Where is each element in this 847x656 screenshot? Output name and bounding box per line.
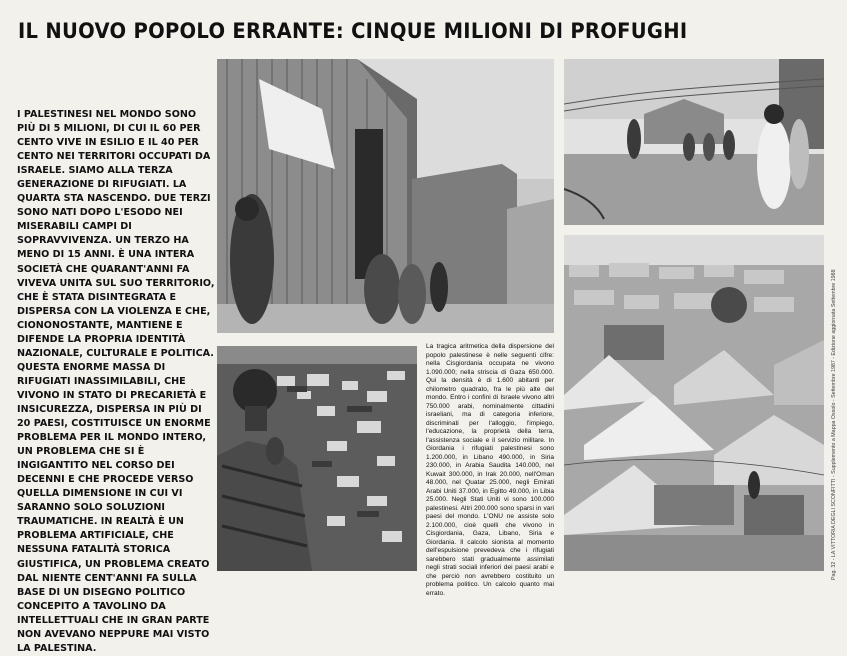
- photo-young-man-camp: [217, 346, 417, 571]
- photo-refugee-barracks: [217, 59, 554, 333]
- photo-children-camp: [564, 59, 824, 225]
- photo-tent-camp: [564, 235, 824, 571]
- side-credit: Pag. 32 - LA VITTORIA DEGLI SCONFITTI - Supplemento a Mappa Ossolo - Settembre 1987 - Edizione aggiornata Settembre 1988: [831, 269, 837, 580]
- page-title: IL NUOVO POPOLO ERRANTE: CINQUE MILIONI DI PROFUGHI: [18, 19, 688, 43]
- photo-caption: La tragica aritmetica della dispersione del popolo palestinese è nelle seguenti cifre: nella Cisgiordania occupata ne vivono 1.090.000; nella striscia di Gaza 650.000. Qui la densità è di 1.600 abitanti per chilometro quadrato, fra le più alte del mondo. Entro i confini di Israele vivono altri 750.000 arabi, nominalmente cittadini israeliani, ma di categoria inferiore, discriminati per l'alloggio, l'impiego, l'educazione, la proprietà della terra, l'assistenza sociale e il servizio militare. In Giordania i rifugiati palestinesi sono 1.200.000, in Libano 490.000, in Siria 230.000, in Arabia Saudita 140.000, nel Kuwait 300.000, in Irak 20.000, nell'Oman 48.000, nel Quatar 25.000, negli Emirati Arabi Uniti 37.000, in Egitto 49.000, in Libia 25.000. Negli Stati Uniti vi sono 100.000 palestinesi. Altri 200.000 sono sparsi in vari paesi del mondo. L'ONU ne assiste solo 2.100.000, cioè quelli che vivono in Cisgiordania, Gaza, Libano, Siria e Giordania. Il calcolo sionista al momento dell'espulsione prevedeva che i rifugiati sarebbero stati gradualmente assimilati negli strati sociali inferiori dei paesi arabi e che perciò non avrebbero costituito un problema politico. Un calcolo quanto mai errato.: [426, 343, 554, 597]
- lead-paragraph: I PALESTINESI NEL MONDO SONO PIÙ DI 5 MILIONI, DI CUI IL 60 PER CENTO VIVE IN ESILIO E IL 40 PER CENTO NEI TERRITORI OCCUPATI DA ISRAELE. SIAMO ALLA TERZA GENERAZIONE DI RIFUGIATI. LA QUARTA STA NASCENDO. DUE TERZI SONO NATI DOPO L'ESODO NEI MISERABILI CAMPI DI SOPRAVVIVENZA. UN TERZO HA MENO DI 15 ANNI. È UNA INTERA SOCIETÀ CHE QUARANT'ANNI FA VIVEVA UNITA SUL SUO TERRITORIO, CHE È STATA DISINTEGRATA E DISPERSA CON LA VIOLENZA E CHE, CIONONOSTANTE, MANTIENE E DIFENDE LA PROPRIA IDENTITÀ NAZIONALE, CULTURALE E POLITICA. QUESTA ENORME MASSA DI RIFUGIATI INASSIMILABILI, CHE VIVONO IN STATO DI PRECARIETÀ E INSICUREZZA, DISPERSA IN PIÙ DI 20 PAESI, COSTITUISCE UN ENORME PROBLEMA PER IL MONDO INTERO, UN PROBLEMA CHE SI È INGIGANTITO NEL CORSO DEI DECENNI E CHE PROCEDE VERSO QUELLA DIMENSIONE IN CUI VI SARANNO SOLO SOLUZIONI TRAUMATICHE. IN REALTÀ È UN PROBLEMA ARTIFICIALE, CHE NESSUNA FATALITÀ STORICA GIUSTIFICA, UN PROBLEMA CREATO DAL NIENTE CENT'ANNI FA SULLA BASE DI UN DISEGNO POLITICO CONCEPITO A TAVOLINO DA INTELLETTUALI CHE IN GRAN PARTE NON AVEVANO NEPPURE MAI VISTO LA PALESTINA.: [17, 109, 215, 654]
